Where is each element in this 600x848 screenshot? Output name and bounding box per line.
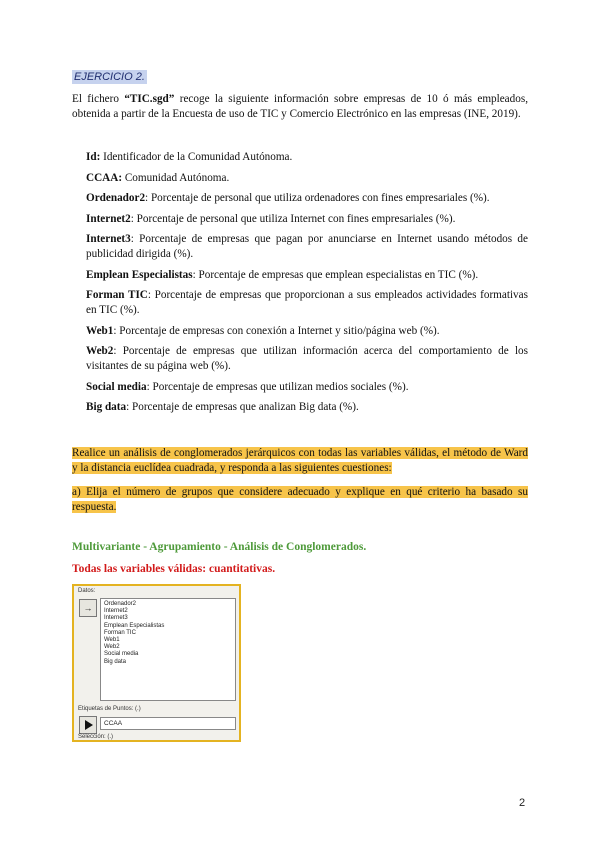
variable-name: Internet2 <box>86 212 131 225</box>
variable-name: Forman TIC <box>86 289 148 301</box>
variable-desc: : Porcentaje de empresas con conexión a Internet y sitio/página web (%). <box>113 324 440 337</box>
variable-desc: : Porcentaje de empresas que utilizan información acerca del comportamiento de los visitantes de su página web (%). <box>86 345 528 372</box>
variable-name: Emplean Especialistas <box>86 268 193 281</box>
intro-after: recoge la siguiente información sobre empresas de 10 ó más empleados, obtenida a partir de la Encuesta de uso de TIC y Comercio Electrónico en las empresas (INE, 2019). <box>72 93 528 120</box>
page-number: 2 <box>519 797 526 809</box>
variable-name: Ordenador2 <box>86 192 146 204</box>
variable-item <box>86 324 528 339</box>
variable-item <box>86 150 528 165</box>
variable-desc: Identificador de la Comunidad Autónoma. <box>100 151 293 163</box>
variable-desc: : Porcentaje de empresas que pagan por anunciarse en Internet usando métodos de publicidad dirigida (%). <box>86 233 528 260</box>
variable-name: Internet3 <box>86 233 131 245</box>
cluster-analysis-dialog <box>72 584 241 742</box>
variable-desc: : Porcentaje de empresas que proporcionan a sus empleados actividades formativas en TIC (%). <box>86 289 528 316</box>
variables-listbox[interactable] <box>100 598 236 701</box>
exercise-title: EJERCICIO 2. <box>74 71 145 83</box>
variable-list <box>86 150 528 421</box>
intro-before: El fichero <box>72 93 125 105</box>
add-point-label-button[interactable] <box>79 716 97 734</box>
variable-item <box>86 268 528 283</box>
list-item[interactable]: Internet2 <box>104 608 128 615</box>
file-name: “TIC.sgd” <box>124 93 175 105</box>
variable-item <box>86 344 528 374</box>
intro-paragraph <box>72 92 528 122</box>
task-paragraph <box>72 446 528 476</box>
play-arrow-icon <box>85 720 93 730</box>
question-a <box>72 485 528 515</box>
variable-item <box>86 191 528 206</box>
list-item[interactable]: Social media <box>104 651 139 658</box>
point-labels-field[interactable]: CCAA <box>100 717 236 730</box>
list-item[interactable]: Big data <box>104 658 127 665</box>
task-text: Realice un análisis de conglomerados jerárquicos con todas las variables válidas, el método de Ward y la distancia euclídea cuadrada, y responda a las siguientes cuestiones: <box>72 447 528 474</box>
selection-label: Selección: (.) <box>78 734 114 740</box>
variable-desc: : Porcentaje de empresas que emplean especialistas en TIC (%). <box>192 268 479 281</box>
menu-path: Multivariante - Agrupamiento - Análisis de Conglomerados. <box>72 541 367 553</box>
variable-desc: : Porcentaje de empresas que analizan Big data (%). <box>126 401 359 413</box>
variable-desc: : Porcentaje de personal que utiliza Internet con fines empresariales (%). <box>130 212 456 225</box>
variable-name: Big data <box>86 401 127 413</box>
point-labels-label: Etiquetas de Puntos: (.) <box>78 706 141 712</box>
list-item[interactable]: Ordenador2 <box>104 601 137 607</box>
variable-item <box>86 212 528 227</box>
variable-name: Id: <box>86 151 101 163</box>
list-item[interactable]: Forman TIC <box>104 629 136 636</box>
variable-name: Social media <box>86 380 147 393</box>
variable-item <box>86 380 528 395</box>
valid-variables-note: Todas las variables válidas: cuantitativas. <box>72 563 276 575</box>
variable-item <box>86 232 528 262</box>
variable-name: Web2 <box>86 345 114 357</box>
list-item[interactable]: Emplean Especialistas <box>104 622 165 629</box>
arrow-right-icon: → <box>83 603 93 613</box>
add-variables-button[interactable] <box>79 599 97 617</box>
list-item[interactable]: Web2 <box>104 644 120 651</box>
list-item[interactable]: Web1 <box>104 637 120 644</box>
variable-desc: Comunidad Autónoma. <box>122 171 230 184</box>
question-a-text: a) Elija el número de grupos que considere adecuado y explique en qué criterio ha basado su respuesta. <box>72 486 528 513</box>
variable-item <box>86 400 528 415</box>
variable-desc: : Porcentaje de personal que utiliza ordenadores con fines empresariales (%). <box>145 192 490 204</box>
variable-item <box>86 171 528 186</box>
list-item[interactable]: Internet3 <box>104 615 128 622</box>
variable-name: CCAA: <box>86 171 123 184</box>
variable-item <box>86 288 528 318</box>
variable-desc: : Porcentaje de empresas que utilizan medios sociales (%). <box>146 380 409 393</box>
variable-name: Web1 <box>86 324 114 337</box>
data-label: Datos: <box>78 588 96 594</box>
